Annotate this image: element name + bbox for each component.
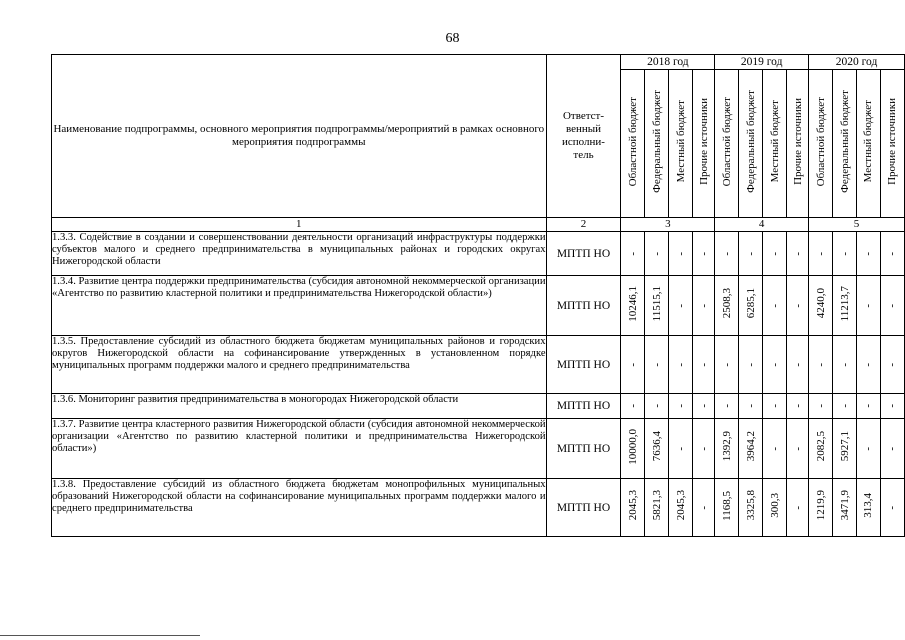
value-text: - xyxy=(886,362,899,367)
value-text: 11515,1 xyxy=(650,285,663,322)
value-cell xyxy=(715,276,739,336)
row-description: 1.3.6. Мониторинг развития предпринимательства в моногородах Нижегородской области xyxy=(52,394,547,419)
value-cell xyxy=(645,394,669,419)
value-cell xyxy=(763,479,787,537)
value-cell xyxy=(856,276,880,336)
value-cell xyxy=(693,276,715,336)
row-responsible: МПТП НО xyxy=(546,479,621,537)
value-cell xyxy=(809,336,833,394)
footer-rule xyxy=(0,635,200,636)
value-text: 5927,1 xyxy=(838,431,851,462)
page-number: 68 xyxy=(445,31,460,46)
column-number: 3 xyxy=(621,218,715,232)
value-text: - xyxy=(720,404,733,408)
value-text: 3964,2 xyxy=(744,431,757,462)
row-responsible: МПТП НО xyxy=(546,419,621,479)
value-cell xyxy=(669,276,693,336)
value-cell xyxy=(645,232,669,276)
value-cell xyxy=(739,336,763,394)
column-number: 1 xyxy=(52,218,547,232)
column-number: 5 xyxy=(809,218,905,232)
value-text: - xyxy=(720,362,733,367)
value-cell xyxy=(787,232,809,276)
value-cell xyxy=(787,479,809,537)
value-cell xyxy=(621,394,645,419)
value-cell xyxy=(809,394,833,419)
value-text: - xyxy=(814,251,827,256)
value-text: 1392,9 xyxy=(720,431,733,462)
column-header-responsible xyxy=(546,55,621,218)
value-text: - xyxy=(674,446,687,451)
value-text: - xyxy=(768,404,781,408)
year-2019-header: 2019 год xyxy=(715,55,809,70)
value-cell xyxy=(715,419,739,479)
value-text: - xyxy=(768,251,781,256)
value-text: - xyxy=(720,251,733,256)
value-cell xyxy=(715,232,739,276)
value-cell xyxy=(715,336,739,394)
row-description: 1.3.5. Предоставление субсидий из областного бюджета бюджетам муниципальных районов и городских округов Нижегородской области на софинансирование утвержденных в установленном порядке муниципальных программ поддержки малого и среднего предпринимательства xyxy=(52,336,547,394)
column-header-name: Наименование подпрограммы, основного мероприятия подпрограммы/мероприятий в рамках основного мероприятия подпрограммы xyxy=(52,55,547,218)
value-text: - xyxy=(674,362,687,367)
value-text: - xyxy=(626,362,639,367)
value-text: - xyxy=(650,251,663,256)
value-text: 3325,8 xyxy=(744,490,757,521)
value-text: 300,3 xyxy=(768,493,781,518)
value-text: - xyxy=(886,505,899,510)
value-cell xyxy=(880,276,904,336)
source-header: Областной бюджет xyxy=(809,70,833,218)
value-text: - xyxy=(886,251,899,256)
value-cell xyxy=(739,479,763,537)
value-cell xyxy=(833,419,857,479)
table-body xyxy=(52,232,905,537)
value-text: - xyxy=(791,251,804,256)
value-cell xyxy=(856,394,880,419)
table-row xyxy=(52,419,905,479)
value-cell xyxy=(669,394,693,419)
value-text: - xyxy=(838,251,851,256)
value-text: - xyxy=(791,362,804,367)
source-header: Областной бюджет xyxy=(621,70,645,218)
row-responsible: МПТП НО xyxy=(546,336,621,394)
value-cell xyxy=(833,394,857,419)
value-cell xyxy=(693,336,715,394)
value-text: - xyxy=(697,362,710,367)
value-text: 2082,5 xyxy=(814,431,827,462)
value-cell xyxy=(715,479,739,537)
value-text: - xyxy=(626,404,639,408)
value-cell xyxy=(833,336,857,394)
value-text: 313,4 xyxy=(862,493,875,518)
value-cell xyxy=(787,394,809,419)
value-cell xyxy=(833,276,857,336)
row-description: 1.3.8. Предоставление субсидий из областного бюджета бюджетам монопрофильных муниципальных образований Нижегородской области на софинансирование муниципальных программ поддержки малого и среднего предпринимательства xyxy=(52,479,547,537)
value-text: - xyxy=(886,404,899,408)
source-header: Местный бюджет xyxy=(856,70,880,218)
value-cell xyxy=(809,232,833,276)
value-cell xyxy=(787,276,809,336)
value-text: - xyxy=(862,303,875,308)
value-text: - xyxy=(791,446,804,451)
value-text: - xyxy=(697,505,710,510)
source-header: Прочие источники xyxy=(880,70,904,218)
value-text: - xyxy=(674,303,687,308)
value-cell xyxy=(856,479,880,537)
responsible-header-text: Ответст- венный исполни- тель xyxy=(562,110,605,161)
year-2018-header: 2018 год xyxy=(621,55,715,70)
value-cell xyxy=(739,419,763,479)
value-cell xyxy=(669,479,693,537)
value-text: - xyxy=(768,303,781,308)
value-text: - xyxy=(697,303,710,308)
table-row xyxy=(52,336,905,394)
value-text: - xyxy=(674,404,687,408)
value-text: - xyxy=(744,404,757,408)
table-row xyxy=(52,394,905,419)
value-cell xyxy=(833,232,857,276)
value-text: 11213,7 xyxy=(838,285,851,322)
row-responsible: МПТП НО xyxy=(546,276,621,336)
value-cell xyxy=(880,419,904,479)
value-cell xyxy=(880,336,904,394)
value-text: - xyxy=(768,446,781,451)
table-row xyxy=(52,232,905,276)
value-cell xyxy=(645,419,669,479)
value-text: - xyxy=(791,303,804,308)
value-text: - xyxy=(862,251,875,256)
value-text: - xyxy=(862,446,875,451)
value-text: - xyxy=(697,404,710,408)
value-cell xyxy=(739,394,763,419)
value-cell xyxy=(645,336,669,394)
value-text: 5821,3 xyxy=(650,490,663,521)
value-cell xyxy=(645,479,669,537)
source-header: Областной бюджет xyxy=(715,70,739,218)
value-text: 2045,3 xyxy=(626,490,639,521)
row-description: 1.3.7. Развитие центра кластерного развития Нижегородской области (субсидия автономной некоммерческой организации «Агентство по развитию кластерной политики и предпринимательства Нижегородской области») xyxy=(52,419,547,479)
value-cell xyxy=(693,232,715,276)
source-header: Федеральный бюджет xyxy=(739,70,763,218)
source-header: Федеральный бюджет xyxy=(645,70,669,218)
value-cell xyxy=(763,394,787,419)
table-row xyxy=(52,479,905,537)
value-text: - xyxy=(768,362,781,367)
value-text: - xyxy=(674,251,687,256)
value-text: - xyxy=(862,404,875,408)
row-description: 1.3.4. Развитие центра поддержки предпринимательства (субсидия автономной некоммерческой организации «Агентство по развитию кластерной политики и предпринимательства Нижегородской области») xyxy=(52,276,547,336)
value-cell xyxy=(715,394,739,419)
value-text: 1219,9 xyxy=(814,490,827,521)
value-text: - xyxy=(697,251,710,256)
value-text: 1168,5 xyxy=(720,490,733,521)
value-cell xyxy=(645,276,669,336)
value-cell xyxy=(669,336,693,394)
value-text: - xyxy=(697,446,710,451)
value-cell xyxy=(787,336,809,394)
value-text: - xyxy=(814,404,827,408)
value-cell xyxy=(739,232,763,276)
value-cell xyxy=(621,276,645,336)
value-cell xyxy=(880,479,904,537)
value-text: 6285,1 xyxy=(744,288,757,319)
source-header: Прочие источники xyxy=(787,70,809,218)
column-number: 2 xyxy=(546,218,621,232)
year-2020-header: 2020 год xyxy=(809,55,905,70)
value-cell xyxy=(763,336,787,394)
value-text: 3471,9 xyxy=(838,490,851,521)
value-text: 7636,4 xyxy=(650,431,663,462)
table-row xyxy=(52,276,905,336)
value-text: - xyxy=(814,362,827,367)
header-year-row xyxy=(52,55,905,70)
value-text: - xyxy=(838,362,851,367)
value-text: - xyxy=(886,446,899,451)
value-text: - xyxy=(791,505,804,510)
value-cell xyxy=(833,479,857,537)
value-cell xyxy=(621,479,645,537)
source-header: Прочие источники xyxy=(693,70,715,218)
source-header: Местный бюджет xyxy=(669,70,693,218)
value-cell xyxy=(856,419,880,479)
value-text: - xyxy=(650,362,663,367)
value-cell xyxy=(621,336,645,394)
value-cell xyxy=(693,479,715,537)
value-text: 4240,0 xyxy=(814,288,827,319)
budget-table xyxy=(51,54,905,537)
value-cell xyxy=(621,419,645,479)
value-cell xyxy=(763,276,787,336)
value-cell xyxy=(809,419,833,479)
source-header: Местный бюджет xyxy=(763,70,787,218)
value-cell xyxy=(787,419,809,479)
column-number-row xyxy=(52,218,905,232)
value-cell xyxy=(693,394,715,419)
value-cell xyxy=(693,419,715,479)
value-text: - xyxy=(838,404,851,408)
value-text: - xyxy=(862,362,875,367)
value-cell xyxy=(856,336,880,394)
value-text: - xyxy=(886,303,899,308)
value-cell xyxy=(763,419,787,479)
value-text: - xyxy=(744,362,757,367)
value-cell xyxy=(621,232,645,276)
value-cell xyxy=(669,232,693,276)
value-text: 2045,3 xyxy=(674,490,687,521)
value-text: - xyxy=(626,251,639,256)
value-text: 10000,0 xyxy=(626,428,639,465)
value-cell xyxy=(669,419,693,479)
source-header: Федеральный бюджет xyxy=(833,70,857,218)
value-cell xyxy=(739,276,763,336)
value-cell xyxy=(856,232,880,276)
value-text: 10246,1 xyxy=(626,285,639,322)
value-cell xyxy=(763,232,787,276)
row-responsible: МПТП НО xyxy=(546,394,621,419)
value-cell xyxy=(809,479,833,537)
value-text: - xyxy=(791,404,804,408)
value-cell xyxy=(880,394,904,419)
column-number: 4 xyxy=(715,218,809,232)
row-responsible: МПТП НО xyxy=(546,232,621,276)
value-cell xyxy=(809,276,833,336)
value-text: 2508,3 xyxy=(720,288,733,319)
row-description: 1.3.3. Содействие в создании и совершенствовании деятельности организаций инфраструктуры поддержки субъектов малого и среднего предпринимательства в муниципальных районах и городских округах Нижегородской области xyxy=(52,232,547,276)
value-cell xyxy=(880,232,904,276)
value-text: - xyxy=(744,251,757,256)
value-text: - xyxy=(650,404,663,408)
